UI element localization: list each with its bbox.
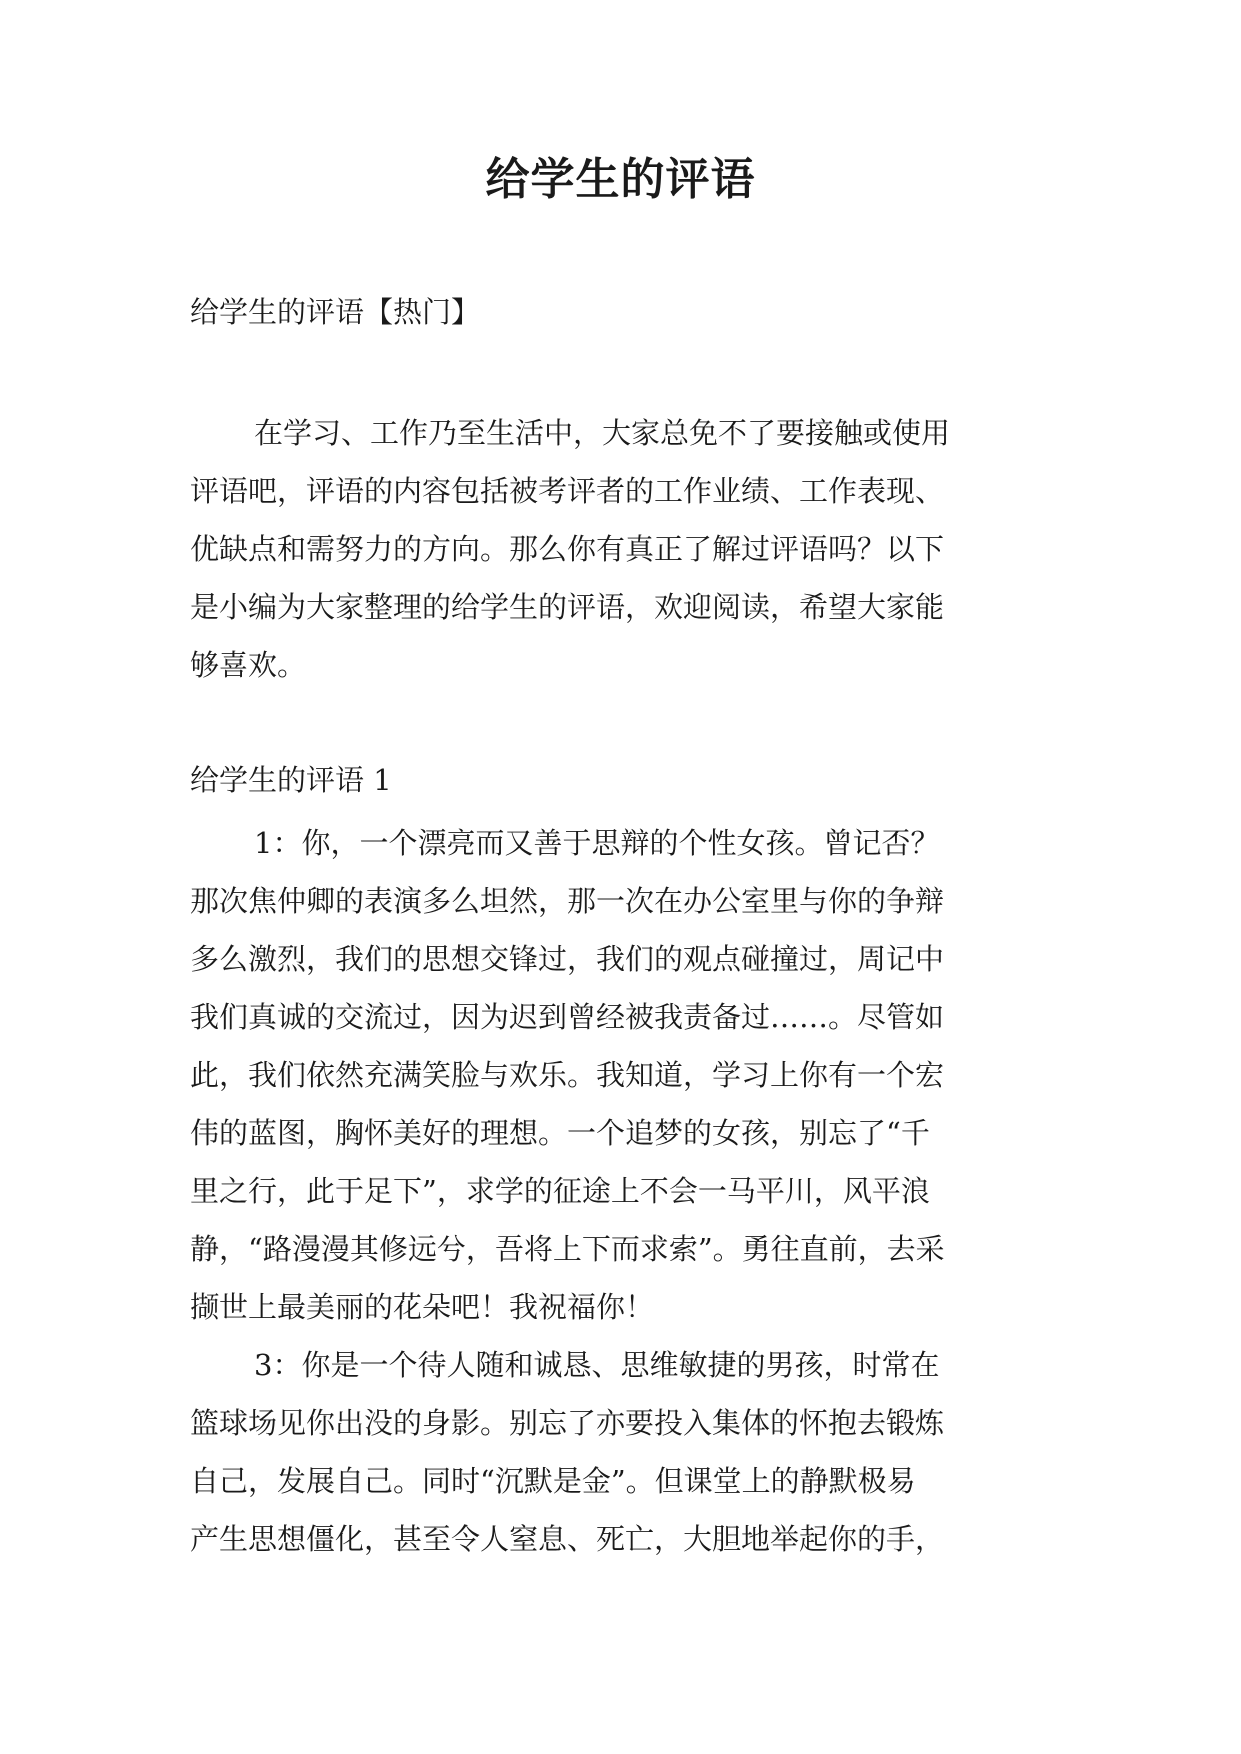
paragraph-line: 那次焦仲卿的表演多么坦然，那一次在办公室里与你的争辩	[190, 884, 945, 918]
paragraph-line: 多么激烈，我们的思想交锋过，我们的观点碰撞过，周记中	[190, 942, 945, 976]
paragraph-line: 优缺点和需努力的方向。那么你有真正了解过评语吗？以下	[190, 532, 945, 566]
paragraph-line: 够喜欢。	[190, 648, 307, 682]
comment-item-3	[190, 1336, 1060, 1568]
paragraph-line: 篮球场见你出没的身影。别忘了亦要投入集体的怀抱去锻炼	[190, 1406, 945, 1440]
paragraph-line: 评语吧，评语的内容包括被考评者的工作业绩、工作表现、	[190, 474, 945, 508]
paragraph-line: 是小编为大家整理的给学生的评语，欢迎阅读，希望大家能	[190, 590, 945, 624]
paragraph-line: 产生思想僵化，甚至令人窒息、死亡，大胆地举起你的手，	[190, 1522, 945, 1556]
page-title: 给学生的评语	[485, 154, 756, 205]
paragraph-line: 此，我们依然充满笑脸与欢乐。我知道，学习上你有一个宏	[190, 1058, 945, 1092]
document-subtitle: 给学生的评语【热门】	[190, 295, 481, 329]
paragraph-line: 静，“路漫漫其修远兮，吾将上下而求索”。勇往直前，去采	[190, 1232, 945, 1266]
paragraph-line: 我们真诚的交流过，因为迟到曾经被我责备过……。尽管如	[190, 1000, 945, 1034]
paragraph-line: 伟的蓝图，胸怀美好的理想。一个追梦的女孩，别忘了“千	[190, 1116, 930, 1150]
paragraph-line: 在学习、工作乃至生活中，大家总免不了要接触或使用	[254, 416, 951, 450]
paragraph-line: 3：你是一个待人随和诚恳、思维敏捷的男孩，时常在	[254, 1348, 940, 1382]
section-heading: 给学生的评语 1	[190, 763, 392, 797]
comment-item-1	[190, 814, 1060, 1336]
paragraph-line: 1：你，一个漂亮而又善于思辩的个性女孩。曾记否？	[254, 826, 940, 860]
paragraph-line: 自己，发展自己。同时“沉默是金”。但课堂上的静默极易	[190, 1464, 916, 1498]
intro-paragraph	[190, 404, 1060, 694]
paragraph-line: 撷世上最美丽的花朵吧！我祝福你！	[190, 1290, 655, 1324]
paragraph-line: 里之行，此于足下”，求学的征途上不会一马平川，风平浪	[190, 1174, 930, 1208]
